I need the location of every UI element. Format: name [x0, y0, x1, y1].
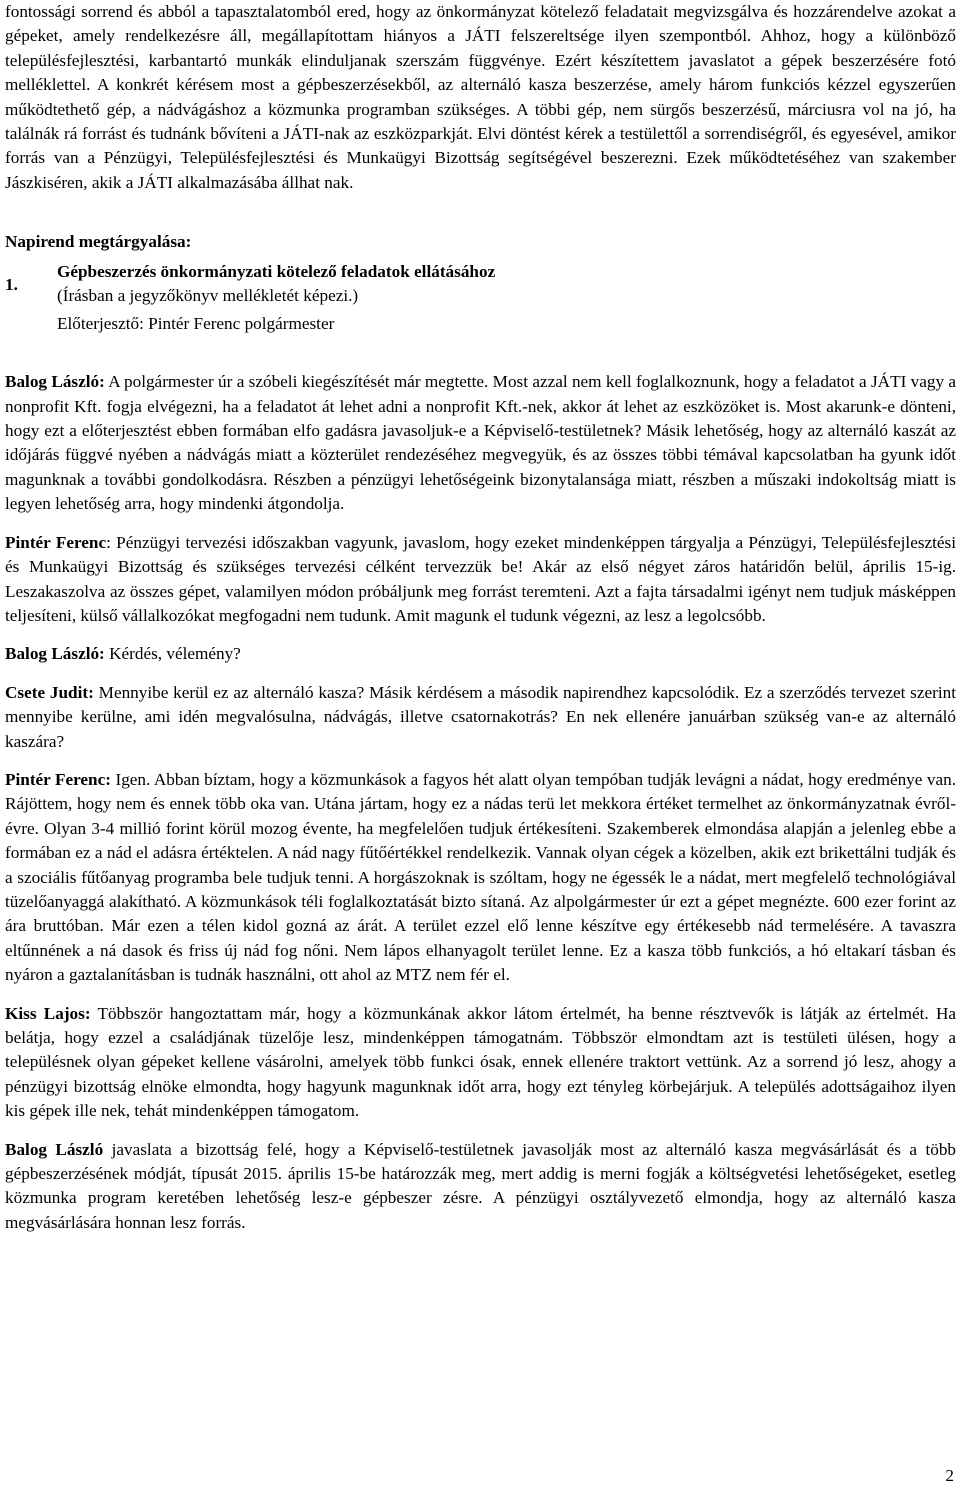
- speaker-name: Balog László:: [5, 644, 105, 664]
- speech-paragraph: [5, 531, 956, 629]
- speech-paragraph: [5, 642, 956, 666]
- speaker-name: Kiss Lajos:: [5, 1003, 91, 1023]
- speech-text: : Pénzügyi tervezési időszakban vagyunk, javaslom, hogy ezeket mindenképpen tárgyalja a Pénzügyi, Településfejlesztési és Munkaügyi Bizottság és szükséges tervezési célként tervezzük be! Akár az első négyet záros határidőn belül, április 15-ig. Leszakaszolva az összes gépet, valamilyen módon próbáljunk meg forrást teremteni. Azt a fajta társadalmi igényt nem tudjuk másképpen teljesíteni, külső vállalkozókat megfogadni nem tudunk. Amit magunk el tudunk végezni, az lesz a legolcsóbb.: [5, 532, 957, 625]
- page-number: 2: [945, 1466, 954, 1485]
- speech-paragraph: [5, 681, 956, 754]
- speech-paragraph: [5, 1138, 956, 1236]
- speaker-name: Balog László: [5, 1139, 104, 1159]
- agenda-item: [5, 260, 956, 334]
- agenda-item-note: (Írásban a jegyzőkönyv mellékletét képezi.): [57, 286, 359, 306]
- speech-text: Kérdés, vélemény?: [104, 644, 241, 664]
- agenda-item-number: 1.: [5, 275, 18, 295]
- speech-text: Igen. Abban bíztam, hogy a közmunkások a fagyos hét alatt olyan tempóban tudják levágni a nádat, hogy eredménye van. Rájöttem, hogy nem és ennek több oka van. Utána jártam, hogy ez a nádas terü let mekkora értéket termelhet az önkormányzatnak évről-évre. Olyan 3-4 millió forint körül mozog évente, ha megfelelően tudjuk értékesíteni. Szakemberek elmondása alapján a jelenleg ebbe a formában ez a nád el adásra értéktelen. A nád nagy fűtőértékkel rendelkezik. Vannak olyan cégek a közelben, akik ezt brikettálni tudják és a szociális fűtőanyag programba bele tudjuk tenni. A horgászoknak is szóltam, hogy ne égessék le a nádat, mert megfelelő technológiával tüzelőanyaggá alakítható. A közmunkások téli foglalkoztatását bizto sítaná. Az alpolgármester úr ezt a gépet megnézte. 600 ezer forint az ára bruttóban. Már ezen a télen kidol gozná az árát. A terület ezzel elő lenne készítve egy értékesebb nád termelésére. A tavaszra eltűnnének a ná dasok és friss új nád fog nőni. Nem lápos elhanyagolt terület lenne. Ez a kasza több funkciós, a hó eltakarí tásban és nyáron a gaztalanításban is tudnák használni, ott ahol az MTZ nem fér el.: [5, 769, 956, 985]
- agenda-heading: Napirend megtárgyalása:: [5, 232, 192, 252]
- speech-text: A polgármester úr a szóbeli kiegészítését már megtette. Most azzal nem kell foglalkoznunk, hogy a feladatot a JÁTI vagy a nonprofit Kft. fogja elvégezni, ha a feladatot át lehet adni a nonprofit Kft.-nek, akkor át lehet az eszközöket is. Most akarunk-e dönteni, hogy ezt a előterjesztést ebben formában elfo gadásra javasoljuk-e a Képviselő-testületnek? Másik lehetőség, hogy az alternáló kaszát az időjárás függvé nyében a nádvágás miatt a közterület rendezéséhez megvegyük, és az összes többi témával kapcsolatban ha gyunk időt magunknak a további gondolkodásra. Részben a pénzügyi lehetőségeink bizonytalansága miatt, részben a műszaki indokoltság miatt is legyen lehetőség arra, hogy mindenki átgondolja.: [5, 372, 956, 514]
- agenda-item-presenter: Előterjesztő: Pintér Ferenc polgármester: [57, 314, 335, 334]
- speaker-name: Pintér Ferenc:: [5, 769, 111, 789]
- document-content: [5, 0, 956, 1235]
- speech-paragraph: [5, 768, 956, 988]
- speech-paragraph: [5, 1002, 956, 1124]
- speech-text: javaslata a bizottság felé, hogy a Képviselő-testületnek javasolják most az alternáló kasza megvásárlását és a több gépbeszerzésének módját, típusát 2015. április 15-be határozzák meg, mert addig is merni fogják a költségvetési lehetőségeket, esetleg közmunka program keretében lehetőség lesz-e gépbeszer zésre. A pénzügyi osztályvezető elmondja, hogy az alternáló kasza megvásárlására honnan lesz forrás.: [5, 1139, 957, 1232]
- speech-text: Mennyibe kerül ez az alternáló kasza? Másik kérdésem a második napirendhez kapcsolódik. Ez a szerződés tervezet szerint mennyibe kerülne, ami idén megvalósulna, nádvágás, illetve csatornakotrás? En nek ellenére januárban szükség van-e az alternáló kaszára?: [5, 682, 956, 751]
- speaker-name: Pintér Ferenc: [5, 532, 107, 552]
- speaker-name: Csete Judit:: [5, 682, 94, 702]
- speech-text: Többször hangoztattam már, hogy a közmunkának akkor látom értelmét, ha benne résztvevők is látják az értelmét. Ha belátja, hogy ezzel a családjának tüzelője lesz, mindenképpen támogatnám. Többször elmondtam azt is testületi ülésen, hogy a településnek olyan gépeket kellene vásárolni, amelyek több funkci ósak, ennek ellenére traktort vettünk. Az a sorrend jó lesz, ahogy a pénzügyi bizottság elnöke elmondta, hogy hagyunk magunknak időt arra, hogy ezt tényleg körbejárjuk. A település adottságaihoz ilyen kis gépek ille nek, tehát mindenképpen támogatom.: [5, 1003, 957, 1121]
- speech-paragraph: [5, 370, 956, 516]
- speaker-name: Balog László:: [5, 372, 105, 392]
- agenda-item-title: Gépbeszerzés önkormányzati kötelező feladatok ellátásához: [57, 262, 496, 282]
- intro-paragraph: fontossági sorrend és abból a tapasztalatomból ered, hogy az önkormányzat kötelező feladatait megvizsgálva és hozzárendelve azokat a gépeket, amely rendelkezésre áll, megállapítottam hiányos a JÁTI felszereltsége ilyen szempontból. Ahhoz, hogy a különböző településfejlesztési, karbantartó munkák elinduljanak szerszám függvénye. Ezért készítettem javaslatot a gépek beszerzésére fotó melléklettel. A konkrét kérésem most a gépbeszerzésekből, az alternáló kasza beszerzése, amely három funkciós kézzel egyszerűen működtethető gép, a nádvágáshoz a közmunka programban szükséges. A többi gép, nem sürgős beszerzésű, márciusra vol na jó, ha találnák rá forrást és tudnánk bővíteni a JÁTI-nak az eszközparkját. Elvi döntést kérek a testülettől a sorrendiségről, és egyesével, amikor forrás van a Pénzügyi, Településfejlesztési és Munkaügyi Bizottság segítségével beszerezni. Ezek működtetéséhez van szakember Jászkiséren, akik a JÁTI alkalmazásába állhat nak.: [5, 2, 956, 192]
